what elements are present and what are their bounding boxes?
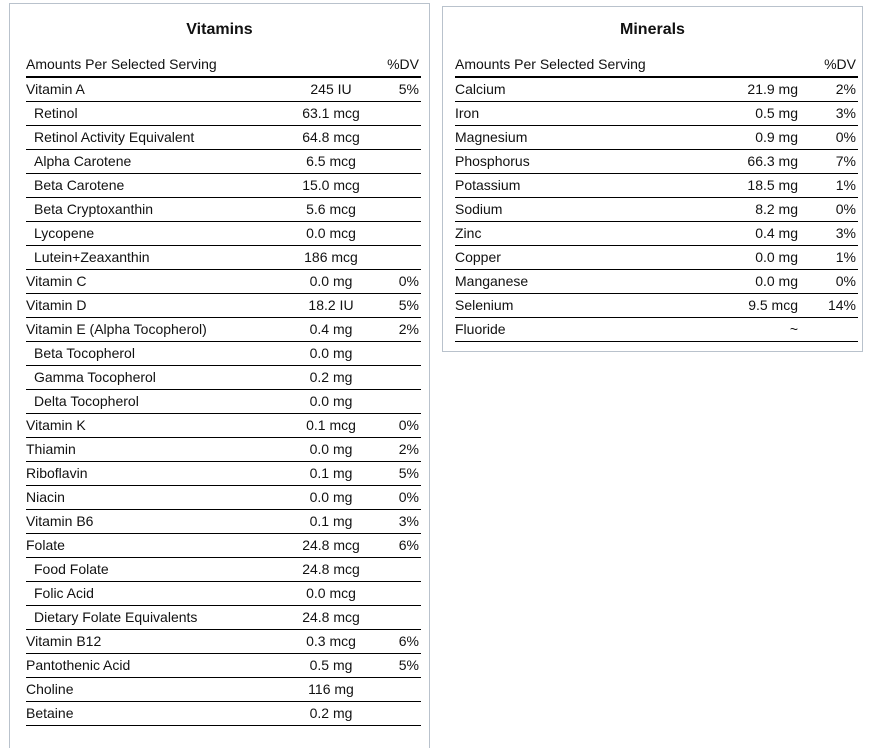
nutrient-name: Potassium [455,177,521,193]
nutrient-amount: 0.3 mcg [306,633,356,649]
nutrient-name: Copper [455,249,501,265]
nutrient-name: Selenium [455,297,514,313]
table-row [26,606,421,630]
table-row [26,270,421,294]
table-row [455,102,858,126]
nutrient-amount: 24.8 mcg [302,561,360,577]
nutrient-dv: 0% [835,129,856,145]
nutrient-name: Magnesium [455,129,528,145]
table-row [26,366,421,390]
nutrient-name: Lutein+Zeaxanthin [34,249,150,265]
table-row [26,558,421,582]
nutrient-dv: 2% [398,321,419,337]
nutrient-dv: 2% [398,441,419,457]
table-row [455,174,858,198]
nutrient-amount: 9.5 mcg [748,297,798,313]
nutrient-name: Beta Cryptoxanthin [34,201,154,217]
table-row [26,534,421,558]
table-row [455,222,858,246]
nutrient-amount: 0.1 mg [309,465,353,481]
nutrient-name: Dietary Folate Equivalents [34,609,198,625]
table-row [455,270,858,294]
nutrient-dv: 7% [835,153,856,169]
table-row [26,678,421,702]
nutrient-name: Manganese [455,273,529,289]
nutrient-name: Phosphorus [455,153,530,169]
nutrient-amount: 0.9 mg [755,129,798,145]
vitamins-header-label: Amounts Per Selected Serving [26,56,217,72]
nutrient-amount: 15.0 mcg [302,177,360,193]
nutrient-amount: 0.0 mcg [306,585,356,601]
nutrient-amount: 245 IU [310,81,352,97]
nutrient-name: Beta Tocopherol [34,345,135,361]
nutrient-amount: 0.1 mg [309,513,353,529]
table-row [26,198,421,222]
nutrient-dv: 1% [835,249,856,265]
nutrient-dv: 0% [398,273,419,289]
nutrient-amount: 0.0 mg [755,249,798,265]
nutrient-dv: 14% [827,297,856,313]
table-row [26,222,421,246]
table-row [26,78,421,102]
table-row [26,294,421,318]
nutrient-dv: 0% [835,201,856,217]
nutrient-dv: 0% [835,273,856,289]
nutrient-name: Vitamin B12 [26,633,102,649]
nutrient-amount: 116 mg [308,681,354,697]
nutrient-amount: 6.5 mcg [306,153,356,169]
nutrient-amount: 0.0 mg [309,273,353,289]
nutrient-dv: 3% [398,513,419,529]
table-row [26,702,421,726]
minerals-header-row [455,52,858,78]
table-row [26,438,421,462]
nutrient-amount: 24.8 mcg [302,537,360,553]
vitamins-panel [9,3,430,748]
nutrient-name: Fluoride [455,321,506,337]
nutrient-name: Sodium [455,201,503,217]
nutrient-dv: 6% [398,537,419,553]
table-row [26,510,421,534]
table-row [26,486,421,510]
nutrient-name: Choline [26,681,74,697]
table-row [26,414,421,438]
nutrient-amount: 0.1 mcg [306,417,356,433]
nutrient-name: Retinol [34,105,78,121]
minerals-panel [442,6,863,352]
table-row [26,174,421,198]
nutrient-amount: 0.5 mg [309,657,353,673]
nutrient-name: Pantothenic Acid [26,657,131,673]
nutrient-name: Gamma Tocopherol [34,369,156,385]
nutrient-name: Riboflavin [26,465,88,481]
nutrient-name: Delta Tocopherol [34,393,139,409]
nutrient-name: Alpha Carotene [34,153,132,169]
nutrient-amount: 0.0 mg [755,273,798,289]
nutrient-amount: 0.0 mg [309,345,353,361]
table-row [26,390,421,414]
nutrient-dv: 3% [835,225,856,241]
table-row [455,150,858,174]
table-row [455,126,858,150]
nutrient-dv: 0% [398,489,419,505]
minerals-header-dv: %DV [824,56,856,72]
nutrient-amount: 66.3 mg [747,153,798,169]
nutrient-name: Retinol Activity Equivalent [34,129,195,145]
nutrient-name: Zinc [455,225,482,241]
nutrient-amount: 21.9 mg [747,81,798,97]
nutrient-amount: 63.1 mcg [302,105,360,121]
nutrient-name: Niacin [26,489,65,505]
nutrient-name: Iron [455,105,480,121]
nutrient-amount: 0.2 mg [309,705,353,721]
table-row [26,342,421,366]
nutrient-name: Lycopene [34,225,95,241]
nutrient-dv: 5% [398,465,419,481]
minerals-title: Minerals [620,21,685,38]
vitamins-header-row [26,52,421,78]
nutrient-amount: 18.2 IU [308,297,354,313]
table-row [26,246,421,270]
nutrient-dv: 1% [835,177,856,193]
nutrient-amount: 0.4 mg [755,225,798,241]
table-row [26,630,421,654]
nutrient-amount: 5.6 mcg [306,201,356,217]
nutrient-amount: 0.0 mg [309,393,353,409]
nutrient-dv: 6% [398,633,419,649]
nutrient-name: Vitamin D [26,297,87,313]
vitamins-header-dv: %DV [387,56,419,72]
nutrient-dv: 5% [398,297,419,313]
nutrient-amount: 64.8 mcg [302,129,360,145]
table-row [455,198,858,222]
table-row [455,78,858,102]
nutrient-name: Vitamin K [26,417,86,433]
table-row [26,126,421,150]
nutrient-amount: 0.0 mcg [306,225,356,241]
nutrient-amount: 18.5 mg [747,177,798,193]
nutrient-name: Vitamin C [26,273,87,289]
nutrient-name: Calcium [455,81,506,97]
table-row [26,102,421,126]
nutrient-name: Food Folate [34,561,109,577]
nutrient-amount: 0.0 mg [309,441,353,457]
nutrient-dv: 3% [835,105,856,121]
nutrient-amount: 0.5 mg [755,105,798,121]
nutrient-name: Folic Acid [34,585,94,601]
minerals-header-label: Amounts Per Selected Serving [455,56,646,72]
table-row [455,246,858,270]
table-row [26,462,421,486]
vitamins-title: Vitamins [186,21,253,38]
nutrient-amount: 0.2 mg [309,369,353,385]
nutrient-name: Vitamin E (Alpha Tocopherol) [26,321,207,337]
table-row [26,654,421,678]
nutrient-name: Thiamin [26,441,76,457]
nutrient-amount: 0.4 mg [309,321,353,337]
nutrient-dv: 0% [398,417,419,433]
nutrient-amount: 24.8 mcg [302,609,360,625]
table-row [455,294,858,318]
nutrient-dv: 2% [835,81,856,97]
nutrient-name: Vitamin A [26,81,85,97]
nutrient-dv: 5% [398,657,419,673]
table-row [26,582,421,606]
table-row [26,150,421,174]
nutrient-name: Folate [26,537,65,553]
nutrient-name: Vitamin B6 [26,513,94,529]
nutrient-amount: ~ [789,321,798,337]
nutrient-amount: 186 mcg [304,249,358,265]
nutrient-amount: 8.2 mg [755,201,798,217]
nutrient-name: Beta Carotene [34,177,125,193]
nutrient-dv: 5% [398,81,419,97]
table-row [455,318,858,342]
table-row [26,318,421,342]
nutrient-amount: 0.0 mg [309,489,353,505]
nutrient-name: Betaine [26,705,74,721]
